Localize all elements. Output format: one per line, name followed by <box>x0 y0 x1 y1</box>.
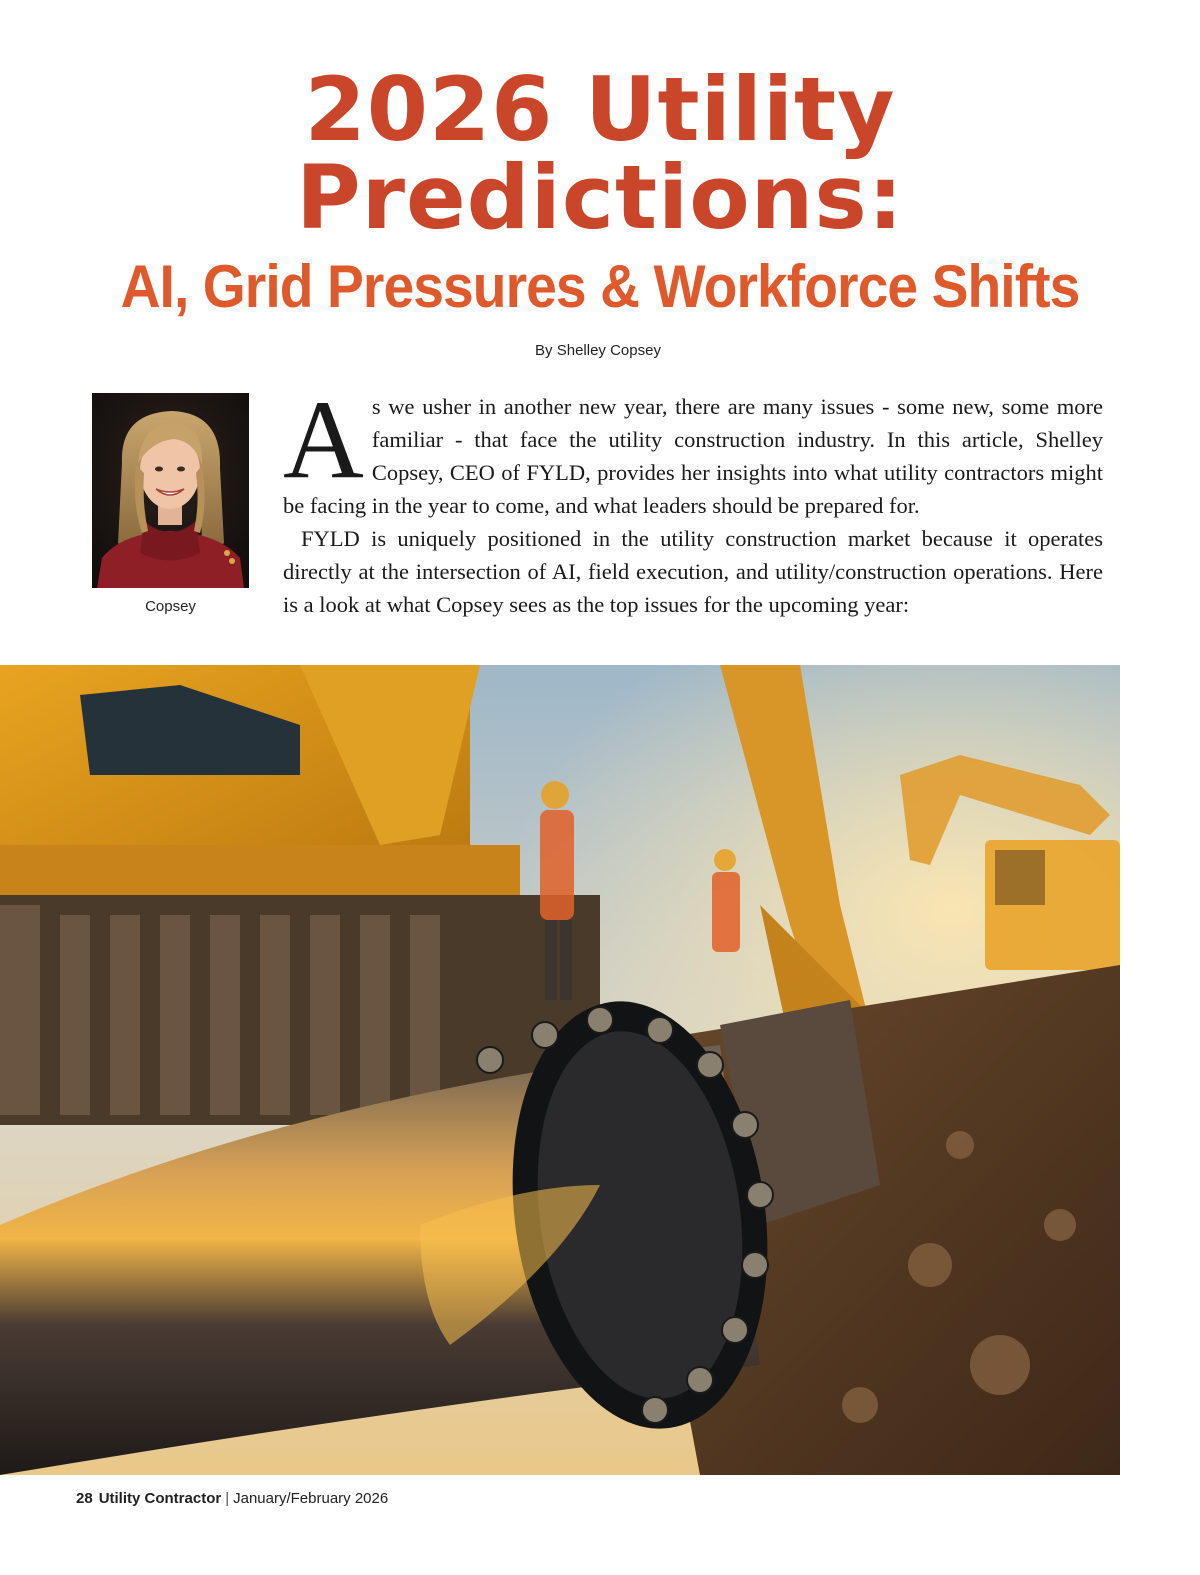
pipeline-construction-image <box>0 665 1120 1475</box>
paragraph-second: FYLD is uniquely positioned in the utility construction market because it operates directly at the intersection of AI, field execution, and utility/construction operations. Here is a look at what Copsey sees as the top issues for the upcoming year: <box>283 526 1103 617</box>
page-footer <box>76 1490 388 1507</box>
article-title <box>0 58 1200 249</box>
author-headshot <box>92 393 249 588</box>
article-subtitle: AI, Grid Pressures & Workforce Shifts <box>120 253 1080 320</box>
paragraph-intro <box>283 378 1103 522</box>
article-body <box>283 378 1103 621</box>
feature-photo-pipeline-construction <box>0 665 1120 1475</box>
issue-date: January/February 2026 <box>233 1490 389 1507</box>
page-number: 28 <box>76 1490 93 1507</box>
footer-separator: | <box>225 1490 230 1507</box>
author-portrait-image <box>92 393 249 588</box>
byline: By Shelley Copsey <box>535 342 661 359</box>
dropcap-letter: A <box>283 378 364 502</box>
paragraph-intro-text: s we usher in another new year, there are many issues - some new, some more familiar - that face the utility construction industry. In this article, Shelley Copsey, CEO of FYLD, provides her insights into what utility contractors might be facing in the year to come, and what leaders should be prepared for. <box>283 394 1103 518</box>
article-title-text: 2026 Utility Predictions: <box>296 58 904 249</box>
photo-caption: Copsey <box>145 598 196 615</box>
magazine-name: Utility Contractor <box>98 1490 222 1507</box>
